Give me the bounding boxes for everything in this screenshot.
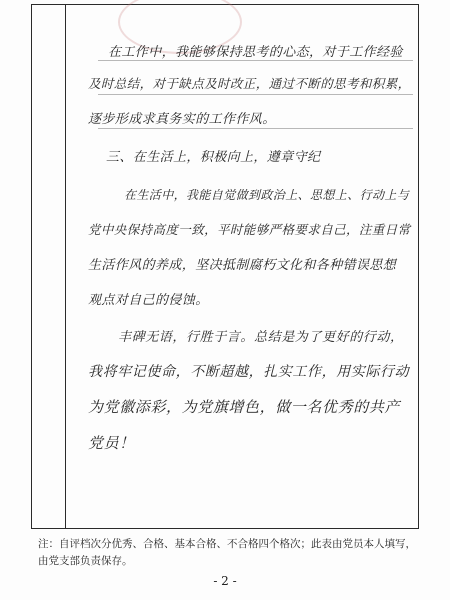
section-heading: 三、在生活上，积极向上，遵章守纪	[106, 150, 321, 165]
handwritten-line: 党中央保持高度一致，平时能够严格要求自己，注重日常	[88, 222, 411, 237]
handwritten-line: 党员！	[88, 434, 135, 452]
page-number: - 2 -	[213, 574, 237, 588]
ruled-line	[98, 94, 413, 95]
handwritten-line: 逐步形成求真务实的工作作风。	[88, 112, 276, 127]
handwritten-line: 为党徽添彩，为党旗增色，做一名优秀的共产	[88, 398, 401, 416]
handwritten-line: 在工作中，我能够保持思考的心态，对于工作经验	[108, 45, 403, 60]
handwritten-line: 在生活中，我能自觉做到政治上、思想上、行动上与	[124, 188, 410, 202]
handwritten-line: 观点对自己的侵蚀。	[88, 293, 209, 308]
handwritten-line: 生活作风的养成，坚决抵制腐朽文化和各种错误思想	[88, 258, 397, 273]
footnote: 注：自评档次分优秀、合格、基本合格、不合格四个格次；此表由党员本人填写，由党支部负责保存。	[38, 538, 416, 567]
handwriting-area	[66, 4, 418, 529]
handwritten-line: 我将牢记使命，不断超越，扎实工作，用实际行动	[88, 364, 410, 380]
handwritten-line: 丰碑无语，行胜于言。总结是为了更好的行动，	[118, 330, 404, 345]
ruled-line	[98, 128, 413, 129]
ruled-line	[98, 60, 413, 61]
handwritten-line: 及时总结，对于缺点及时改正，通过不断的思考和积累，	[88, 76, 411, 91]
